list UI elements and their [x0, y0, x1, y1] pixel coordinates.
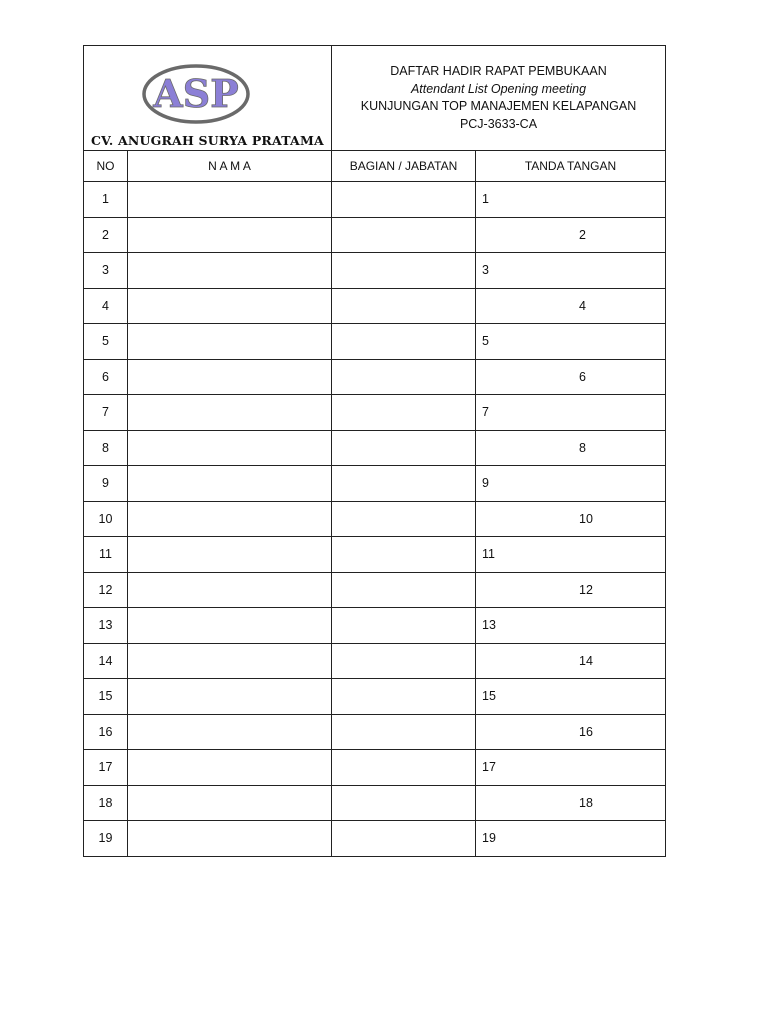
- title-line-2: Attendant List Opening meeting: [410, 81, 587, 96]
- name-cell[interactable]: [128, 785, 332, 821]
- table-row: [84, 182, 666, 218]
- name-cell[interactable]: [128, 288, 332, 324]
- signature-cell[interactable]: 9: [476, 466, 666, 502]
- asp-logo-icon: [140, 62, 252, 126]
- position-cell[interactable]: [332, 608, 476, 644]
- signature-cell[interactable]: 13: [476, 608, 666, 644]
- name-cell[interactable]: [128, 217, 332, 253]
- signature-cell[interactable]: 15: [476, 679, 666, 715]
- position-cell[interactable]: [332, 643, 476, 679]
- signature-cell[interactable]: 17: [476, 750, 666, 786]
- name-cell[interactable]: [128, 821, 332, 857]
- signature-cell[interactable]: 8: [476, 430, 666, 466]
- row-number: 7: [84, 395, 128, 431]
- row-number: 17: [84, 750, 128, 786]
- row-number: 15: [84, 679, 128, 715]
- table-row: [84, 608, 666, 644]
- position-cell[interactable]: [332, 785, 476, 821]
- row-number: 10: [84, 501, 128, 537]
- table-row: [84, 679, 666, 715]
- row-number: 8: [84, 430, 128, 466]
- row-number: 11: [84, 537, 128, 573]
- row-number: 5: [84, 324, 128, 360]
- company-header: [84, 46, 332, 151]
- table-row: [84, 537, 666, 573]
- column-headers: [84, 151, 666, 182]
- name-cell[interactable]: [128, 430, 332, 466]
- signature-cell[interactable]: 12: [476, 572, 666, 608]
- table-row: [84, 359, 666, 395]
- attendance-table: [83, 45, 666, 857]
- title-line-4: PCJ-3633-CA: [459, 116, 538, 131]
- header-bagian: BAGIAN / JABATAN: [332, 151, 476, 182]
- row-number: 4: [84, 288, 128, 324]
- position-cell[interactable]: [332, 430, 476, 466]
- position-cell[interactable]: [332, 217, 476, 253]
- table-row: [84, 217, 666, 253]
- name-cell[interactable]: [128, 679, 332, 715]
- table-row: [84, 572, 666, 608]
- row-number: 19: [84, 821, 128, 857]
- header-tanda-tangan: TANDA TANGAN: [476, 151, 666, 182]
- position-cell[interactable]: [332, 253, 476, 289]
- name-cell[interactable]: [128, 395, 332, 431]
- position-cell[interactable]: [332, 537, 476, 573]
- signature-cell[interactable]: 2: [476, 217, 666, 253]
- name-cell[interactable]: [128, 643, 332, 679]
- header-no: NO: [84, 151, 128, 182]
- name-cell[interactable]: [128, 359, 332, 395]
- position-cell[interactable]: [332, 324, 476, 360]
- name-cell[interactable]: [128, 750, 332, 786]
- position-cell[interactable]: [332, 395, 476, 431]
- row-number: 16: [84, 714, 128, 750]
- name-cell[interactable]: [128, 714, 332, 750]
- position-cell[interactable]: [332, 572, 476, 608]
- position-cell[interactable]: [332, 821, 476, 857]
- table-row: [84, 324, 666, 360]
- name-cell[interactable]: [128, 537, 332, 573]
- document-header: [84, 46, 666, 151]
- table-row: [84, 643, 666, 679]
- signature-cell[interactable]: 3: [476, 253, 666, 289]
- position-cell[interactable]: [332, 750, 476, 786]
- position-cell[interactable]: [332, 501, 476, 537]
- position-cell[interactable]: [332, 466, 476, 502]
- signature-cell[interactable]: 4: [476, 288, 666, 324]
- logo-text: ASP: [153, 71, 239, 116]
- name-cell[interactable]: [128, 608, 332, 644]
- table-row: [84, 750, 666, 786]
- title-line-1: DAFTAR HADIR RAPAT PEMBUKAAN: [390, 64, 607, 78]
- position-cell[interactable]: [332, 288, 476, 324]
- row-number: 13: [84, 608, 128, 644]
- header-nama: N A M A: [128, 151, 332, 182]
- table-row: [84, 253, 666, 289]
- name-cell[interactable]: [128, 572, 332, 608]
- title-line-3: KUNJUNGAN TOP MANAJEMEN KELAPANGAN: [360, 99, 637, 113]
- name-cell[interactable]: [128, 253, 332, 289]
- name-cell[interactable]: [128, 501, 332, 537]
- table-row: [84, 821, 666, 857]
- position-cell[interactable]: [332, 714, 476, 750]
- signature-cell[interactable]: 6: [476, 359, 666, 395]
- row-number: 18: [84, 785, 128, 821]
- row-number: 12: [84, 572, 128, 608]
- row-number: 6: [84, 359, 128, 395]
- name-cell[interactable]: [128, 324, 332, 360]
- signature-cell[interactable]: 14: [476, 643, 666, 679]
- company-name: CV. ANUGRAH SURYA PRATAMA: [91, 133, 324, 148]
- table-row: [84, 395, 666, 431]
- table-row: [84, 466, 666, 502]
- name-cell[interactable]: [128, 466, 332, 502]
- table-row: [84, 430, 666, 466]
- table-row: [84, 288, 666, 324]
- position-cell[interactable]: [332, 679, 476, 715]
- signature-cell[interactable]: 19: [476, 821, 666, 857]
- signature-cell[interactable]: 1: [476, 182, 666, 218]
- signature-cell[interactable]: 16: [476, 714, 666, 750]
- position-cell[interactable]: [332, 359, 476, 395]
- signature-cell[interactable]: 5: [476, 324, 666, 360]
- table-row: [84, 501, 666, 537]
- signature-cell[interactable]: 18: [476, 785, 666, 821]
- row-number: 1: [84, 182, 128, 218]
- row-number: 2: [84, 217, 128, 253]
- row-number: 3: [84, 253, 128, 289]
- signature-cell[interactable]: 10: [476, 501, 666, 537]
- row-number: 14: [84, 643, 128, 679]
- row-number: 9: [84, 466, 128, 502]
- name-cell[interactable]: [128, 182, 332, 218]
- table-row: [84, 785, 666, 821]
- signature-cell[interactable]: 7: [476, 395, 666, 431]
- position-cell[interactable]: [332, 182, 476, 218]
- signature-cell[interactable]: 11: [476, 537, 666, 573]
- company-logo: [140, 62, 252, 126]
- document-title: [332, 46, 666, 151]
- table-row: [84, 714, 666, 750]
